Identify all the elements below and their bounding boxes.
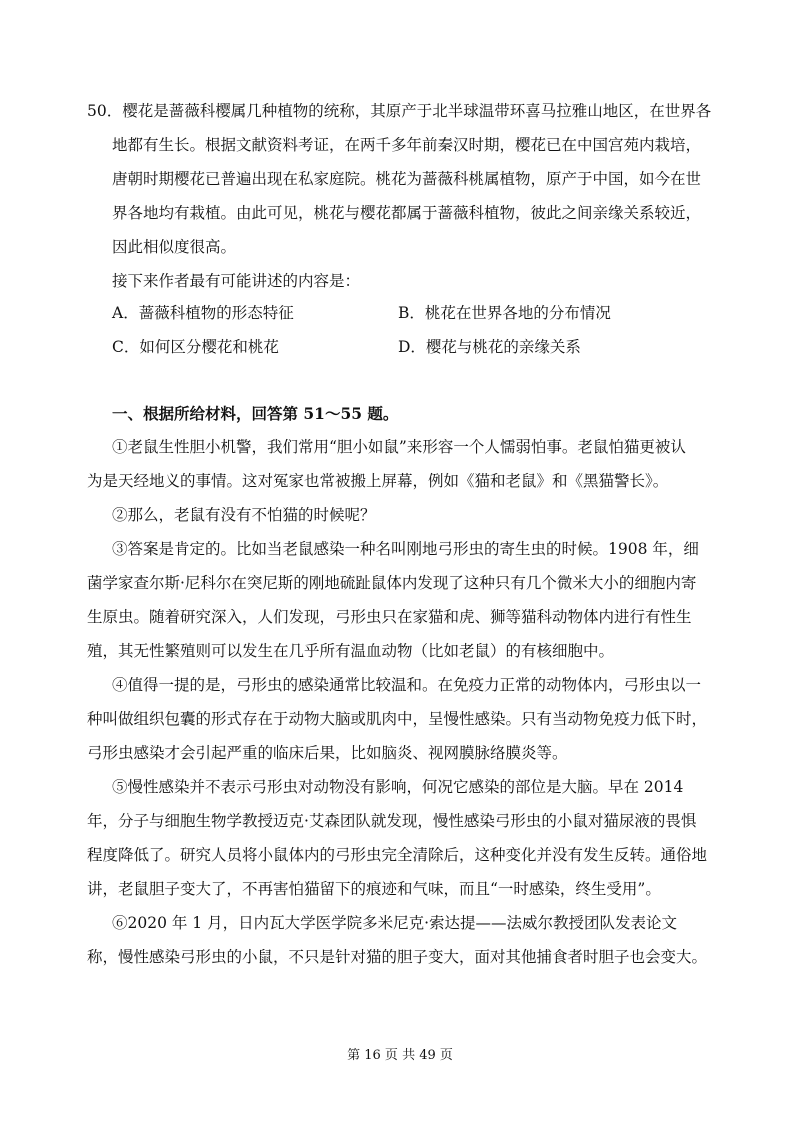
- q50-option-a: A．蔷薇科植物的形态特征: [112, 304, 294, 322]
- passage-line-15: ⑥2020 年 1 月，日内瓦大学医学院多米尼克·索达提——法威尔教授团队发表论文: [112, 914, 678, 932]
- passage-line-3: ②那么，老鼠有没有不怕猫的时候呢？: [112, 506, 376, 524]
- q50-line-4: 界各地均有栽植。由此可见，桃花与樱花都属于蔷薇科植物，彼此之间亲缘关系较近，: [112, 204, 702, 222]
- passage-line-7: 殖，其无性繁殖则可以发生在几乎所有温血动物（比如老鼠）的有核细胞中。: [87, 642, 615, 660]
- passage-line-1: ①老鼠生性胆小机警，我们常用“胆小如鼠”来形容一个人懦弱怕事。老鼠怕猫更被认: [112, 438, 686, 456]
- passage-line-12: 年，分子与细胞生物学教授迈克·艾森团队就发现，慢性感染弓形虫的小鼠对猫尿液的畏惧: [87, 812, 697, 830]
- page-number: 第 16 页 共 49 页: [347, 1048, 453, 1063]
- passage-line-11: ⑤慢性感染并不表示弓形虫对动物没有影响，何况它感染的部位是大脑。早在 2014: [112, 778, 684, 796]
- passage-line-14: 讲，老鼠胆子变大了，不再害怕猫留下的痕迹和气味，而且“一时感染，终生受用”。: [87, 880, 661, 898]
- passage-line-16: 称，慢性感染弓形虫的小鼠，不只是针对猫的胆子变大，面对其他捕食者时胆子也会变大。: [87, 948, 708, 966]
- passage-line-13: 程度降低了。研究人员将小鼠体内的弓形虫完全清除后，这种变化并没有发生反转。通俗地: [87, 846, 708, 864]
- q50-line-5: 因此相似度很高。: [112, 238, 237, 256]
- passage-line-2: 为是天经地义的事情。这对冤家也常被搬上屏幕，例如《猫和老鼠》和《黑猫警长》。: [87, 472, 669, 490]
- passage-line-8: ④值得一提的是，弓形虫的感染通常比较温和。在免疫力正常的动物体内，弓形虫以一: [112, 676, 702, 694]
- q50-prompt: 接下来作者最有可能讲述的内容是：: [112, 272, 361, 290]
- passage-line-5: 菌学家查尔斯·尼科尔在突尼斯的刚地硫趾鼠体内发现了这种只有几个微米大小的细胞内寄: [87, 574, 697, 592]
- section-heading: 一、根据所给材料，回答第 51～55 题。: [112, 404, 399, 423]
- passage-line-10: 弓形虫感染才会引起严重的临床后果，比如脑炎、视网膜脉络膜炎等。: [87, 744, 568, 762]
- passage-line-9: 种叫做组织包囊的形式存在于动物大脑或肌肉中，呈慢性感染。只有当动物免疫力低下时，: [87, 710, 708, 728]
- q50-line-2: 地都有生长。根据文献资料考证，在两千多年前秦汉时期，樱花已在中国宫苑内栽培，: [112, 136, 702, 154]
- q50-option-c: C．如何区分樱花和桃花: [112, 338, 279, 356]
- q50-line-1: 50．樱花是蔷薇科樱属几种植物的统称，其原产于北半球温带环喜马拉雅山地区，在世界各: [87, 102, 712, 120]
- q50-line-3: 唐朝时期樱花已普遍出现在私家庭院。桃花为蔷薇科桃属植物，原产于中国，如今在世: [112, 170, 702, 188]
- passage-line-6: 生原虫。随着研究深入，人们发现，弓形虫只在家猫和虎、狮等猫科动物体内进行有性生: [87, 608, 692, 626]
- passage-line-4: ③答案是肯定的。比如当老鼠感染一种名叫刚地弓形虫的寄生虫的时候。1908 年，细: [112, 540, 699, 558]
- q50-option-b: B．桃花在世界各地的分布情况: [398, 304, 611, 322]
- q50-option-d: D．樱花与桃花的亲缘关系: [398, 338, 581, 356]
